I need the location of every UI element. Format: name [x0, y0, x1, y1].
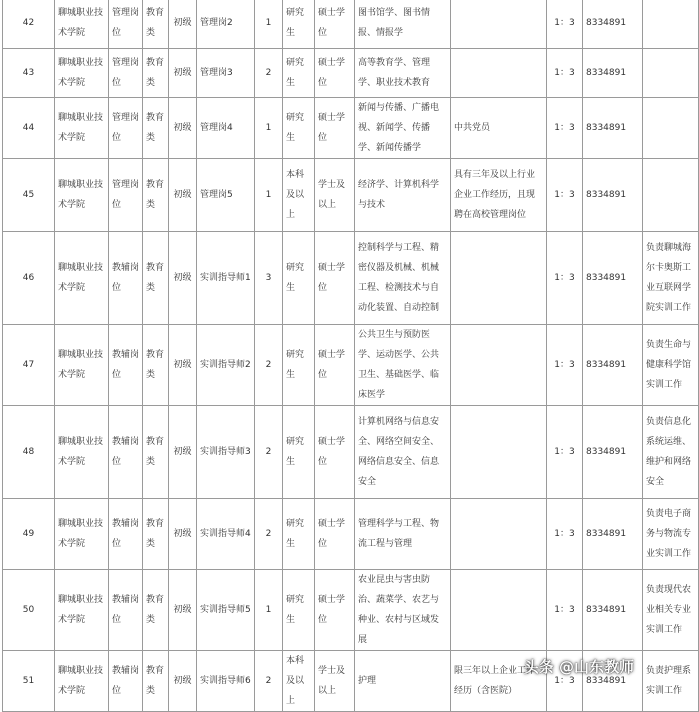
position-category-cell: 教辅岗位	[109, 570, 143, 651]
education-cell: 研究生	[283, 232, 315, 325]
position-level-cell: 初级	[169, 325, 197, 406]
table-row	[3, 232, 699, 325]
degree-cell: 学士及以上	[315, 159, 355, 232]
position-level-cell: 初级	[169, 651, 197, 712]
major-cell: 护理	[355, 651, 451, 712]
degree-cell: 硕士学位	[315, 49, 355, 98]
table-row	[3, 325, 699, 406]
major-cell: 农业昆虫与害虫防治、蔬菜学、农艺与种业、农村与区域发展	[355, 570, 451, 651]
degree-cell: 硕士学位	[315, 406, 355, 499]
education-cell: 研究生	[283, 98, 315, 159]
position-level-cell: 初级	[169, 570, 197, 651]
degree-cell: 硕士学位	[315, 499, 355, 570]
other-requirements-cell	[451, 49, 547, 98]
major-cell: 控制科学与工程、精密仪器及机械、机械工程、检测技术与自动化装置、自动控制	[355, 232, 451, 325]
recruitment-table	[2, 0, 699, 712]
headcount-cell: 1	[255, 0, 283, 49]
exam-ratio-cell: 1：3	[547, 406, 583, 499]
unit-cell: 聊城职业技术学院	[55, 159, 109, 232]
post-name-cell: 管理岗3	[197, 49, 255, 98]
exam-ratio-cell: 1：3	[547, 0, 583, 49]
post-name-cell: 实训指导师4	[197, 499, 255, 570]
exam-ratio-cell: 1：3	[547, 651, 583, 712]
degree-cell: 硕士学位	[315, 0, 355, 49]
major-cell: 高等教育学、管理学、职业技术教育	[355, 49, 451, 98]
row-number-cell: 46	[3, 232, 55, 325]
phone-cell: 8334891	[583, 499, 643, 570]
position-category-cell: 教辅岗位	[109, 232, 143, 325]
position-category-cell: 教辅岗位	[109, 499, 143, 570]
remarks-cell	[643, 98, 699, 159]
other-requirements-cell: 中共党员	[451, 98, 547, 159]
table-row	[3, 49, 699, 98]
position-level-cell: 初级	[169, 49, 197, 98]
exam-ratio-cell: 1：3	[547, 232, 583, 325]
remarks-cell: 负责聊城海尔卡奥斯工业互联网学院实训工作	[643, 232, 699, 325]
post-name-cell: 实训指导师5	[197, 570, 255, 651]
position-type-cell: 教育类	[143, 406, 169, 499]
education-cell: 研究生	[283, 499, 315, 570]
table-row	[3, 570, 699, 651]
phone-cell: 8334891	[583, 570, 643, 651]
row-number-cell: 50	[3, 570, 55, 651]
exam-ratio-cell: 1：3	[547, 499, 583, 570]
position-category-cell: 教辅岗位	[109, 651, 143, 712]
degree-cell: 硕士学位	[315, 325, 355, 406]
phone-cell: 8334891	[583, 0, 643, 49]
post-name-cell: 管理岗5	[197, 159, 255, 232]
remarks-cell: 负责护理系实训工作	[643, 651, 699, 712]
remarks-cell: 负责电子商务与物流专业实训工作	[643, 499, 699, 570]
unit-cell: 聊城职业技术学院	[55, 98, 109, 159]
row-number-cell: 43	[3, 49, 55, 98]
major-cell: 计算机网络与信息安全、网络空间安全、网络信息安全、信息安全	[355, 406, 451, 499]
education-cell: 研究生	[283, 0, 315, 49]
degree-cell: 硕士学位	[315, 98, 355, 159]
post-name-cell: 实训指导师6	[197, 651, 255, 712]
remarks-cell: 负责现代农业相关专业实训工作	[643, 570, 699, 651]
unit-cell: 聊城职业技术学院	[55, 232, 109, 325]
post-name-cell: 管理岗2	[197, 0, 255, 49]
position-category-cell: 教辅岗位	[109, 406, 143, 499]
exam-ratio-cell: 1：3	[547, 98, 583, 159]
headcount-cell: 1	[255, 98, 283, 159]
row-number-cell: 51	[3, 651, 55, 712]
remarks-cell: 负责信息化系统运维、维护和网络安全	[643, 406, 699, 499]
degree-cell: 学士及以上	[315, 651, 355, 712]
major-cell: 经济学、计算机科学与技术	[355, 159, 451, 232]
other-requirements-cell	[451, 499, 547, 570]
position-type-cell: 教育类	[143, 232, 169, 325]
phone-cell: 8334891	[583, 98, 643, 159]
remarks-cell: 负责生命与健康科学馆实训工作	[643, 325, 699, 406]
unit-cell: 聊城职业技术学院	[55, 0, 109, 49]
position-type-cell: 教育类	[143, 49, 169, 98]
post-name-cell: 实训指导师1	[197, 232, 255, 325]
other-requirements-cell: 具有三年及以上行业企业工作经历，且现聘在高校管理岗位	[451, 159, 547, 232]
row-number-cell: 49	[3, 499, 55, 570]
row-number-cell: 45	[3, 159, 55, 232]
unit-cell: 聊城职业技术学院	[55, 325, 109, 406]
unit-cell: 聊城职业技术学院	[55, 570, 109, 651]
education-cell: 研究生	[283, 325, 315, 406]
post-name-cell: 管理岗4	[197, 98, 255, 159]
position-category-cell: 管理岗位	[109, 98, 143, 159]
phone-cell: 8334891	[583, 406, 643, 499]
position-type-cell: 教育类	[143, 651, 169, 712]
degree-cell: 硕士学位	[315, 570, 355, 651]
phone-cell: 8334891	[583, 651, 643, 712]
other-requirements-cell	[451, 570, 547, 651]
position-type-cell: 教育类	[143, 159, 169, 232]
unit-cell: 聊城职业技术学院	[55, 651, 109, 712]
post-name-cell: 实训指导师2	[197, 325, 255, 406]
degree-cell: 硕士学位	[315, 232, 355, 325]
position-category-cell: 管理岗位	[109, 159, 143, 232]
exam-ratio-cell: 1：3	[547, 325, 583, 406]
other-requirements-cell	[451, 232, 547, 325]
position-level-cell: 初级	[169, 98, 197, 159]
other-requirements-cell: 限三年以上企业工作经历（含医院）	[451, 651, 547, 712]
table-row	[3, 499, 699, 570]
row-number-cell: 48	[3, 406, 55, 499]
exam-ratio-cell: 1：3	[547, 570, 583, 651]
other-requirements-cell	[451, 0, 547, 49]
table-row	[3, 159, 699, 232]
headcount-cell: 2	[255, 499, 283, 570]
headcount-cell: 2	[255, 651, 283, 712]
position-type-cell: 教育类	[143, 0, 169, 49]
position-level-cell: 初级	[169, 159, 197, 232]
major-cell: 管理科学与工程、物流工程与管理	[355, 499, 451, 570]
headcount-cell: 2	[255, 49, 283, 98]
exam-ratio-cell: 1：3	[547, 159, 583, 232]
position-level-cell: 初级	[169, 406, 197, 499]
exam-ratio-cell: 1：3	[547, 49, 583, 98]
position-type-cell: 教育类	[143, 325, 169, 406]
major-cell: 图书馆学、图书情报、情报学	[355, 0, 451, 49]
education-cell: 研究生	[283, 406, 315, 499]
position-category-cell: 管理岗位	[109, 0, 143, 49]
position-type-cell: 教育类	[143, 499, 169, 570]
row-number-cell: 44	[3, 98, 55, 159]
unit-cell: 聊城职业技术学院	[55, 406, 109, 499]
remarks-cell	[643, 49, 699, 98]
row-number-cell: 47	[3, 325, 55, 406]
position-type-cell: 教育类	[143, 98, 169, 159]
position-category-cell: 管理岗位	[109, 49, 143, 98]
remarks-cell	[643, 0, 699, 49]
education-cell: 本科及以上	[283, 651, 315, 712]
other-requirements-cell	[451, 325, 547, 406]
remarks-cell	[643, 159, 699, 232]
watermark: 头条 @山东教师	[523, 658, 634, 676]
row-number-cell: 42	[3, 0, 55, 49]
position-type-cell: 教育类	[143, 570, 169, 651]
phone-cell: 8334891	[583, 325, 643, 406]
major-cell: 公共卫生与预防医学、运动医学、公共卫生、基础医学、临床医学	[355, 325, 451, 406]
headcount-cell: 2	[255, 325, 283, 406]
phone-cell: 8334891	[583, 159, 643, 232]
position-category-cell: 教辅岗位	[109, 325, 143, 406]
position-level-cell: 初级	[169, 232, 197, 325]
other-requirements-cell	[451, 406, 547, 499]
major-cell: 新闻与传播、广播电视、新闻学、传播学、新闻传播学	[355, 98, 451, 159]
education-cell: 研究生	[283, 570, 315, 651]
education-cell: 本科及以上	[283, 159, 315, 232]
phone-cell: 8334891	[583, 49, 643, 98]
unit-cell: 聊城职业技术学院	[55, 49, 109, 98]
position-level-cell: 初级	[169, 0, 197, 49]
table-row	[3, 98, 699, 159]
position-level-cell: 初级	[169, 499, 197, 570]
table-row	[3, 406, 699, 499]
table-row	[3, 0, 699, 49]
headcount-cell: 1	[255, 570, 283, 651]
post-name-cell: 实训指导师3	[197, 406, 255, 499]
education-cell: 研究生	[283, 49, 315, 98]
headcount-cell: 2	[255, 406, 283, 499]
headcount-cell: 1	[255, 159, 283, 232]
phone-cell: 8334891	[583, 232, 643, 325]
headcount-cell: 3	[255, 232, 283, 325]
unit-cell: 聊城职业技术学院	[55, 499, 109, 570]
